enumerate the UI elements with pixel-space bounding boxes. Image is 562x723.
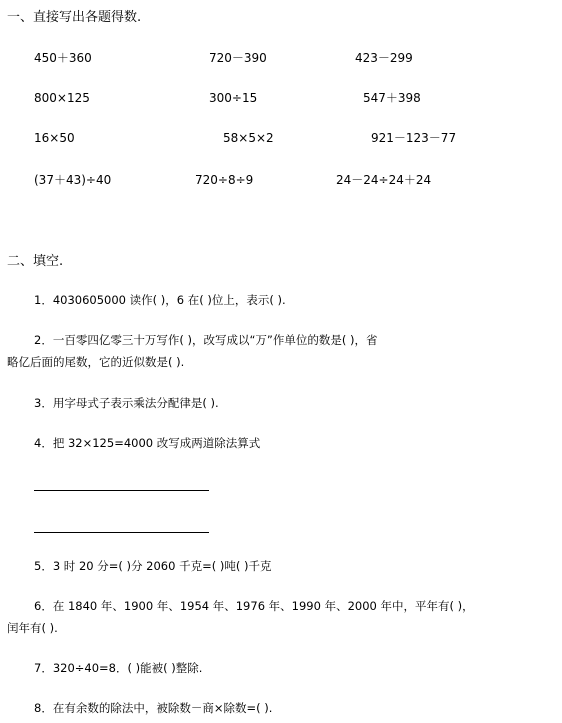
calc-item: 921－123－77 — [371, 131, 457, 145]
answer-line — [34, 532, 209, 533]
calc-item: 547＋398 — [363, 91, 421, 105]
question-6-line-2: 闰年有( ). — [7, 621, 58, 635]
calc-item: 720÷8÷9 — [195, 173, 254, 187]
question-5: 5．3 时 20 分=( )分 2060 千克=( )吨( )千克 — [34, 559, 272, 573]
question-3: 3．用字母式子表示乘法分配律是( ). — [34, 396, 219, 410]
section-1-title: 一、直接写出各题得数. — [7, 10, 142, 25]
calc-item: 16×50 — [34, 131, 75, 145]
question-2-line-2: 略亿后面的尾数，它的近似数是( ). — [7, 355, 185, 369]
calc-item: 800×125 — [34, 91, 90, 105]
calc-item: 24－24÷24＋24 — [336, 173, 432, 187]
calc-item: 450＋360 — [34, 51, 92, 65]
calc-item: 423－299 — [355, 51, 413, 65]
answer-line — [34, 490, 209, 491]
calc-item: 720－390 — [209, 51, 267, 65]
calc-item: 300÷15 — [209, 91, 258, 105]
calc-item: 58×5×2 — [223, 131, 274, 145]
question-7: 7．320÷40=8．( )能被( )整除. — [34, 661, 203, 675]
question-4: 4．把 32×125=4000 改写成两道除法算式 — [34, 436, 261, 450]
calc-item: (37＋43)÷40 — [34, 173, 112, 187]
question-1: 1．4030605000 读作( )，6 在( )位上，表示( ). — [34, 293, 286, 307]
question-6-line-1: 6．在 1840 年、1900 年、1954 年、1976 年、1990 年、2000 年中，平年有( )， — [34, 599, 474, 613]
question-8: 8．在有余数的除法中，被除数－商×除数=( ). — [34, 701, 273, 715]
question-2-line-1: 2．一百零四亿零三十万写作( )，改写成以“万”作单位的数是( )，省 — [34, 333, 378, 347]
section-2-title: 二、填空. — [7, 254, 64, 269]
